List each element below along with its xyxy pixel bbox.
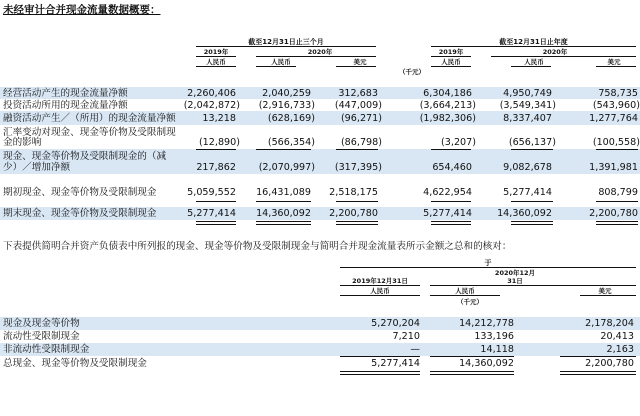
cell: 14,360,092 bbox=[497, 208, 552, 219]
cell: 654,460 bbox=[432, 162, 472, 173]
header-2019-q: 2019年 bbox=[203, 48, 229, 56]
header-at: 于 bbox=[484, 259, 492, 267]
cell: (86,798) bbox=[340, 137, 382, 148]
cell: (96,271) bbox=[340, 113, 382, 124]
cell: (2,042,872) bbox=[183, 100, 240, 111]
cell: 20,413 bbox=[600, 331, 634, 342]
cell: (317,395) bbox=[334, 162, 382, 173]
row-operating-label: 经营活动产生的现金流量净额 bbox=[3, 88, 128, 99]
cell: 1,277,764 bbox=[589, 113, 638, 124]
cell: 2,518,175 bbox=[329, 187, 378, 198]
header-2020-q: 2020年 bbox=[307, 48, 333, 56]
cell: (3,664,213) bbox=[419, 100, 476, 111]
row-financing-label: 融资活动产生／（所用）的现金流量净额 bbox=[3, 113, 176, 124]
cell: 14,118 bbox=[480, 344, 514, 355]
cell: 2,163 bbox=[606, 344, 634, 355]
t2-header-unit: （千元） bbox=[457, 298, 483, 306]
row-netchange-label-2: 少）／增加净额 bbox=[3, 162, 71, 173]
cell: 2,040,259 bbox=[262, 88, 311, 99]
cell: 14,360,092 bbox=[459, 358, 514, 369]
cell: 217,862 bbox=[196, 162, 236, 173]
header-rmb-1: 人民币 bbox=[206, 58, 226, 66]
cell: 9,082,678 bbox=[503, 162, 552, 173]
row-beginning-label: 期初现金、现金等价物及受限制现金 bbox=[3, 187, 157, 198]
cell: (2,916,733) bbox=[258, 100, 315, 111]
cell: 13,218 bbox=[202, 113, 236, 124]
cell: — bbox=[410, 344, 420, 355]
cell: 312,683 bbox=[338, 88, 378, 99]
header-three-months: 截至12月31日止三个月 bbox=[248, 38, 324, 46]
header-unit: （千元） bbox=[399, 68, 425, 76]
row-investing-label: 投资活动所用的现金流量净额 bbox=[3, 100, 128, 111]
header-usd-2: 美元 bbox=[607, 58, 621, 66]
cell: (628,169) bbox=[267, 113, 315, 124]
cell: (656,137) bbox=[508, 137, 556, 148]
cell: 2,260,406 bbox=[187, 88, 236, 99]
cell: (2,070,997) bbox=[258, 162, 315, 173]
header-2020-y: 2020年 bbox=[542, 48, 568, 56]
row-netchange-label-1: 现金、现金等价物及受限制现金的（减 bbox=[3, 151, 167, 162]
cell: (12,890) bbox=[198, 137, 240, 148]
cell: (100,558) bbox=[592, 137, 640, 148]
t2-row-noncurrent-restricted-label: 非流动性受限制现金 bbox=[3, 344, 90, 355]
t2-row-total-label: 总现金、现金等价物及受限制现金 bbox=[3, 358, 147, 369]
header-usd-1: 美元 bbox=[353, 58, 367, 66]
cell: 758,735 bbox=[598, 88, 638, 99]
cell: 14,360,092 bbox=[256, 208, 311, 219]
t2-header-rmb-1: 人民币 bbox=[370, 287, 390, 295]
t2-header-usd: 美元 bbox=[598, 287, 612, 295]
cell: 5,277,414 bbox=[423, 208, 472, 219]
cell: 4,950,749 bbox=[503, 88, 552, 99]
cell: 5,059,552 bbox=[187, 187, 236, 198]
cell: (3,207) bbox=[441, 137, 476, 148]
cell: 1,391,981 bbox=[589, 162, 638, 173]
cell: 4,622,954 bbox=[423, 187, 472, 198]
header-2020-dec-2: 31日 bbox=[507, 277, 523, 285]
header-2020-dec-1: 2020年12月 bbox=[494, 269, 536, 277]
cell: 5,270,204 bbox=[371, 318, 420, 329]
row-ending-label: 期末现金、现金等价物及受限制现金 bbox=[3, 208, 157, 219]
row-fx-label-2: 金的影响 bbox=[3, 137, 42, 148]
cell: 6,304,186 bbox=[423, 88, 472, 99]
header-rmb-2: 人民币 bbox=[271, 58, 291, 66]
cell: (1,982,306) bbox=[419, 113, 476, 124]
cell: 5,277,414 bbox=[187, 208, 236, 219]
page-title: 未经审计合并现金流量数据概要： bbox=[3, 4, 161, 16]
cell: 2,178,204 bbox=[585, 318, 634, 329]
t2-row-cash-label: 现金及现金等价物 bbox=[3, 318, 80, 329]
reconciliation-intro: 下表提供简明合并资产负债表中所列报的现金、现金等价物及受限制现金与简明合并现金流量表所示金额之总和的核对： bbox=[3, 241, 512, 252]
cell: 7,210 bbox=[392, 331, 420, 342]
t2-header-rmb-2: 人民币 bbox=[455, 287, 475, 295]
cell: 8,337,407 bbox=[503, 113, 552, 124]
row-fx-label-1: 汇率变动对现金、现金等价物及受限制现 bbox=[3, 127, 176, 138]
cell: (543,960) bbox=[592, 100, 640, 111]
cell: 5,277,414 bbox=[503, 187, 552, 198]
cell: 2,200,780 bbox=[329, 208, 378, 219]
cell: 5,277,414 bbox=[371, 358, 420, 369]
cell: 133,196 bbox=[474, 331, 514, 342]
header-2019-dec: 2019年12月31日 bbox=[352, 277, 408, 285]
t2-row-current-restricted-label: 流动性受限制现金 bbox=[3, 331, 80, 342]
cell: 16,431,089 bbox=[256, 187, 311, 198]
header-rmb-3: 人民币 bbox=[441, 58, 461, 66]
cell: 14,212,778 bbox=[459, 318, 514, 329]
cell: (3,549,341) bbox=[499, 100, 556, 111]
cell: (566,354) bbox=[267, 137, 315, 148]
header-rmb-4: 人民币 bbox=[524, 58, 544, 66]
header-year: 截至12月31日止年度 bbox=[499, 38, 568, 46]
header-2019-y: 2019年 bbox=[438, 48, 464, 56]
cell: 808,799 bbox=[598, 187, 638, 198]
cell: 2,200,780 bbox=[589, 208, 638, 219]
cell: 2,200,780 bbox=[585, 358, 634, 369]
cell: (447,009) bbox=[334, 100, 382, 111]
